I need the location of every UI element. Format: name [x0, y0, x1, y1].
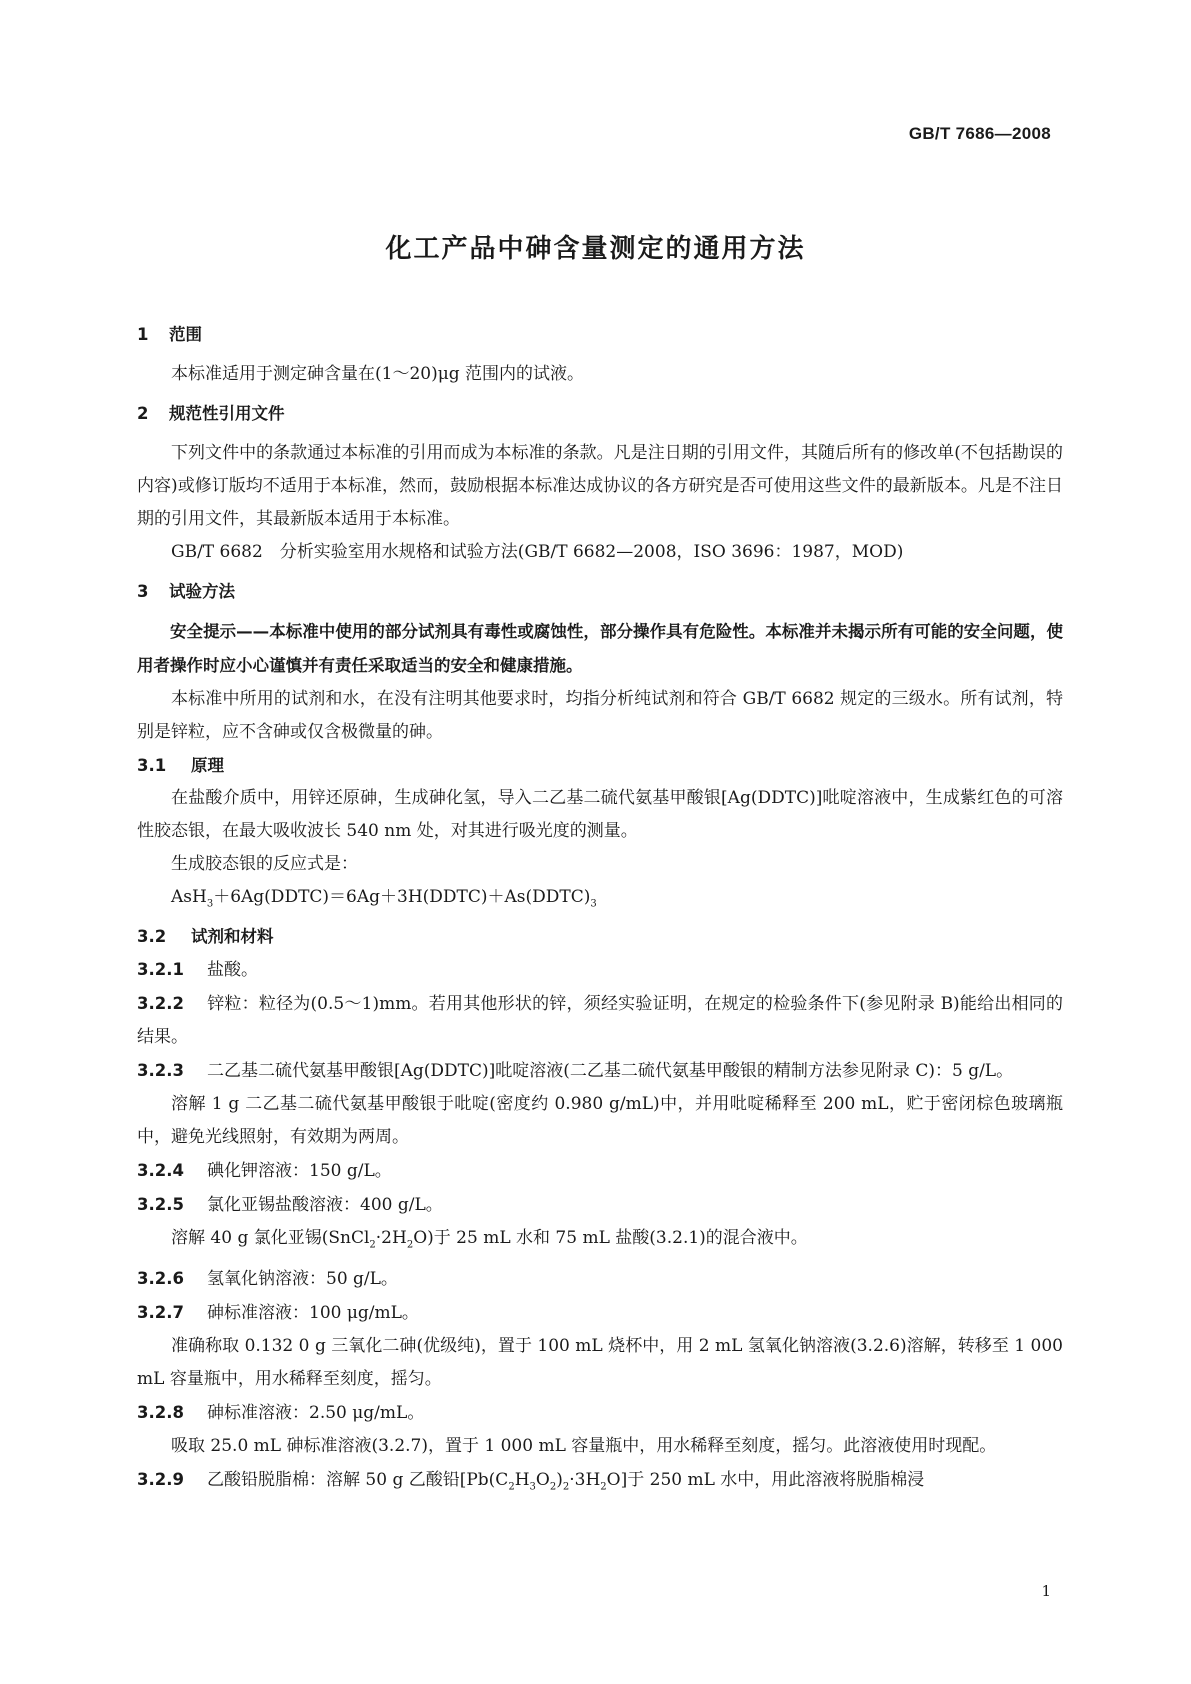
safety-warning: 安全提示——本标准中使用的部分试剂具有毒性或腐蚀性，部分操作具有危险性。本标准并未揭示所有可能的安全问题，使用者操作时应小心谨慎并有责任采取适当的安全和健康措施。 — [137, 622, 1063, 675]
reagent-item-3-2-1: 3.2.1 盐酸。 — [137, 960, 258, 981]
section-label: 试验方法 — [169, 582, 235, 601]
page-number: 1 — [1041, 1582, 1051, 1600]
references-paragraph: 下列文件中的条款通过本标准的引用而成为本标准的条款。凡是注日期的引用文件，其随后所有的修改单(不包括勘误的内容)或修订版均不适用于本标准，然而，鼓励根据本标准达成协议的各方研究是否可使用这些文件的最新版本。凡是不注日期的引用文件，其最新版本适用于本标准。 — [137, 443, 1063, 529]
reagent-item-3-2-3: 3.2.3 二乙基二硫代氨基甲酸银[Ag(DDTC)]吡啶溶液(二乙基二硫代氨基甲酸银的精制方法参见附录 C)：5 g/L。 — [137, 1061, 1014, 1082]
reagent-prep-3-2-5: 溶解 40 g 氯化亚锡$(SnCl_2\cdot 2H_2O)$于 25 mL 水和 75 mL 盐酸(3.2.1)的混合液中。 — [171, 1228, 808, 1251]
reaction-equation: $AsH_3+6Ag(DDTC)=6Ag+3H(DDTC)+As(DDTC)_3$ — [171, 887, 597, 910]
section-heading-scope — [137, 318, 1063, 352]
section-number: 3 — [137, 582, 149, 601]
subsection-number: 3.1 — [137, 756, 167, 775]
principle-paragraph: 在盐酸介质中，用锌还原砷，生成砷化氢，导入二乙基二硫代氨基甲酸银[Ag(DDTC)]吡啶溶液中，生成紫红色的可溶性胶态银，在最大吸收波长 540 nm 处，对其进行吸光度的测量。 — [137, 788, 1063, 841]
reagent-item-3-2-5: 3.2.5 氯化亚锡盐酸溶液：400 g/L。 — [137, 1195, 443, 1216]
reagent-prep-3-2-7: 准确称取 0.132 0 g 三氧化二砷(优级纯)，置于 100 mL 烧杯中，用 2 mL 氢氧化钠溶液(3.2.6)溶解，转移至 1 000 mL 容量瓶中，用水稀释至刻度，摇匀。 — [137, 1335, 1063, 1389]
scope-paragraph: 本标准适用于测定砷含量在(1～20)μg 范围内的试液。 — [171, 364, 585, 384]
document-title: 化工产品中砷含量测定的通用方法 — [385, 234, 806, 264]
section-number: 2 — [137, 404, 149, 423]
section-label: 范围 — [169, 325, 202, 344]
reference-entry: GB/T 6682 分析实验室用水规格和试验方法(GB/T 6682—2008，ISO 3696：1987，MOD) — [171, 542, 904, 562]
document-body — [137, 318, 1063, 1503]
reagent-item-3-2-2: 3.2.2 锌粒：粒径为(0.5～1)mm。若用其他形状的锌，须经实验证明，在规定的检验条件下(参见附录 B)能给出相同的结果。 — [137, 994, 1063, 1048]
reagent-item-3-2-8: 3.2.8 砷标准溶液：2.50 μg/mL。 — [137, 1402, 425, 1423]
reagent-item-3-2-7: 3.2.7 砷标准溶液：100 μg/mL。 — [137, 1302, 419, 1323]
reagent-prep-3-2-8: 吸取 25.0 mL 砷标准溶液(3.2.7)，置于 1 000 mL 容量瓶中，用水稀释至刻度，摇匀。此溶液使用时现配。 — [171, 1435, 997, 1456]
section-heading-references — [137, 397, 1063, 431]
subsection-label: 原理 — [191, 756, 224, 775]
reagent-item-3-2-9: 3.2.9 乙酸铅脱脂棉：溶解 50 g 乙酸铅$[Pb(C_2H_3O_2)_2\cdot 3H_2O]$于 250 mL 水中，用此溶液将脱脂棉浸 — [137, 1469, 925, 1493]
section-label: 规范性引用文件 — [169, 404, 285, 423]
reagent-note-paragraph: 本标准中所用的试剂和水，在没有注明其他要求时，均指分析纯试剂和符合 GB/T 6682 规定的三级水。所有试剂，特别是锌粒，应不含砷或仅含极微量的砷。 — [137, 689, 1063, 742]
subsection-number: 3.2 — [137, 927, 167, 947]
reagent-item-3-2-6: 3.2.6 氢氧化钠溶液：50 g/L。 — [137, 1268, 398, 1289]
reagent-prep-3-2-3: 溶解 1 g 二乙基二硫代氨基甲酸银于吡啶(密度约 0.980 g/mL)中，并用吡啶稀释至 200 mL，贮于密闭棕色玻璃瓶中，避免光线照射，有效期为两周。 — [137, 1094, 1063, 1148]
standard-number: GB/T 7686—2008 — [908, 124, 1051, 143]
reaction-intro: 生成胶态银的反应式是： — [171, 854, 358, 874]
section-heading-test-method — [137, 575, 1063, 609]
subsection-heading-principle — [137, 749, 1063, 782]
reagent-item-3-2-4: 3.2.4 碘化钾溶液：150 g/L。 — [137, 1161, 392, 1182]
section-number: 1 — [137, 325, 149, 344]
subsection-label: 试剂和材料 — [191, 927, 274, 947]
subsection-heading-reagents — [137, 920, 1063, 953]
